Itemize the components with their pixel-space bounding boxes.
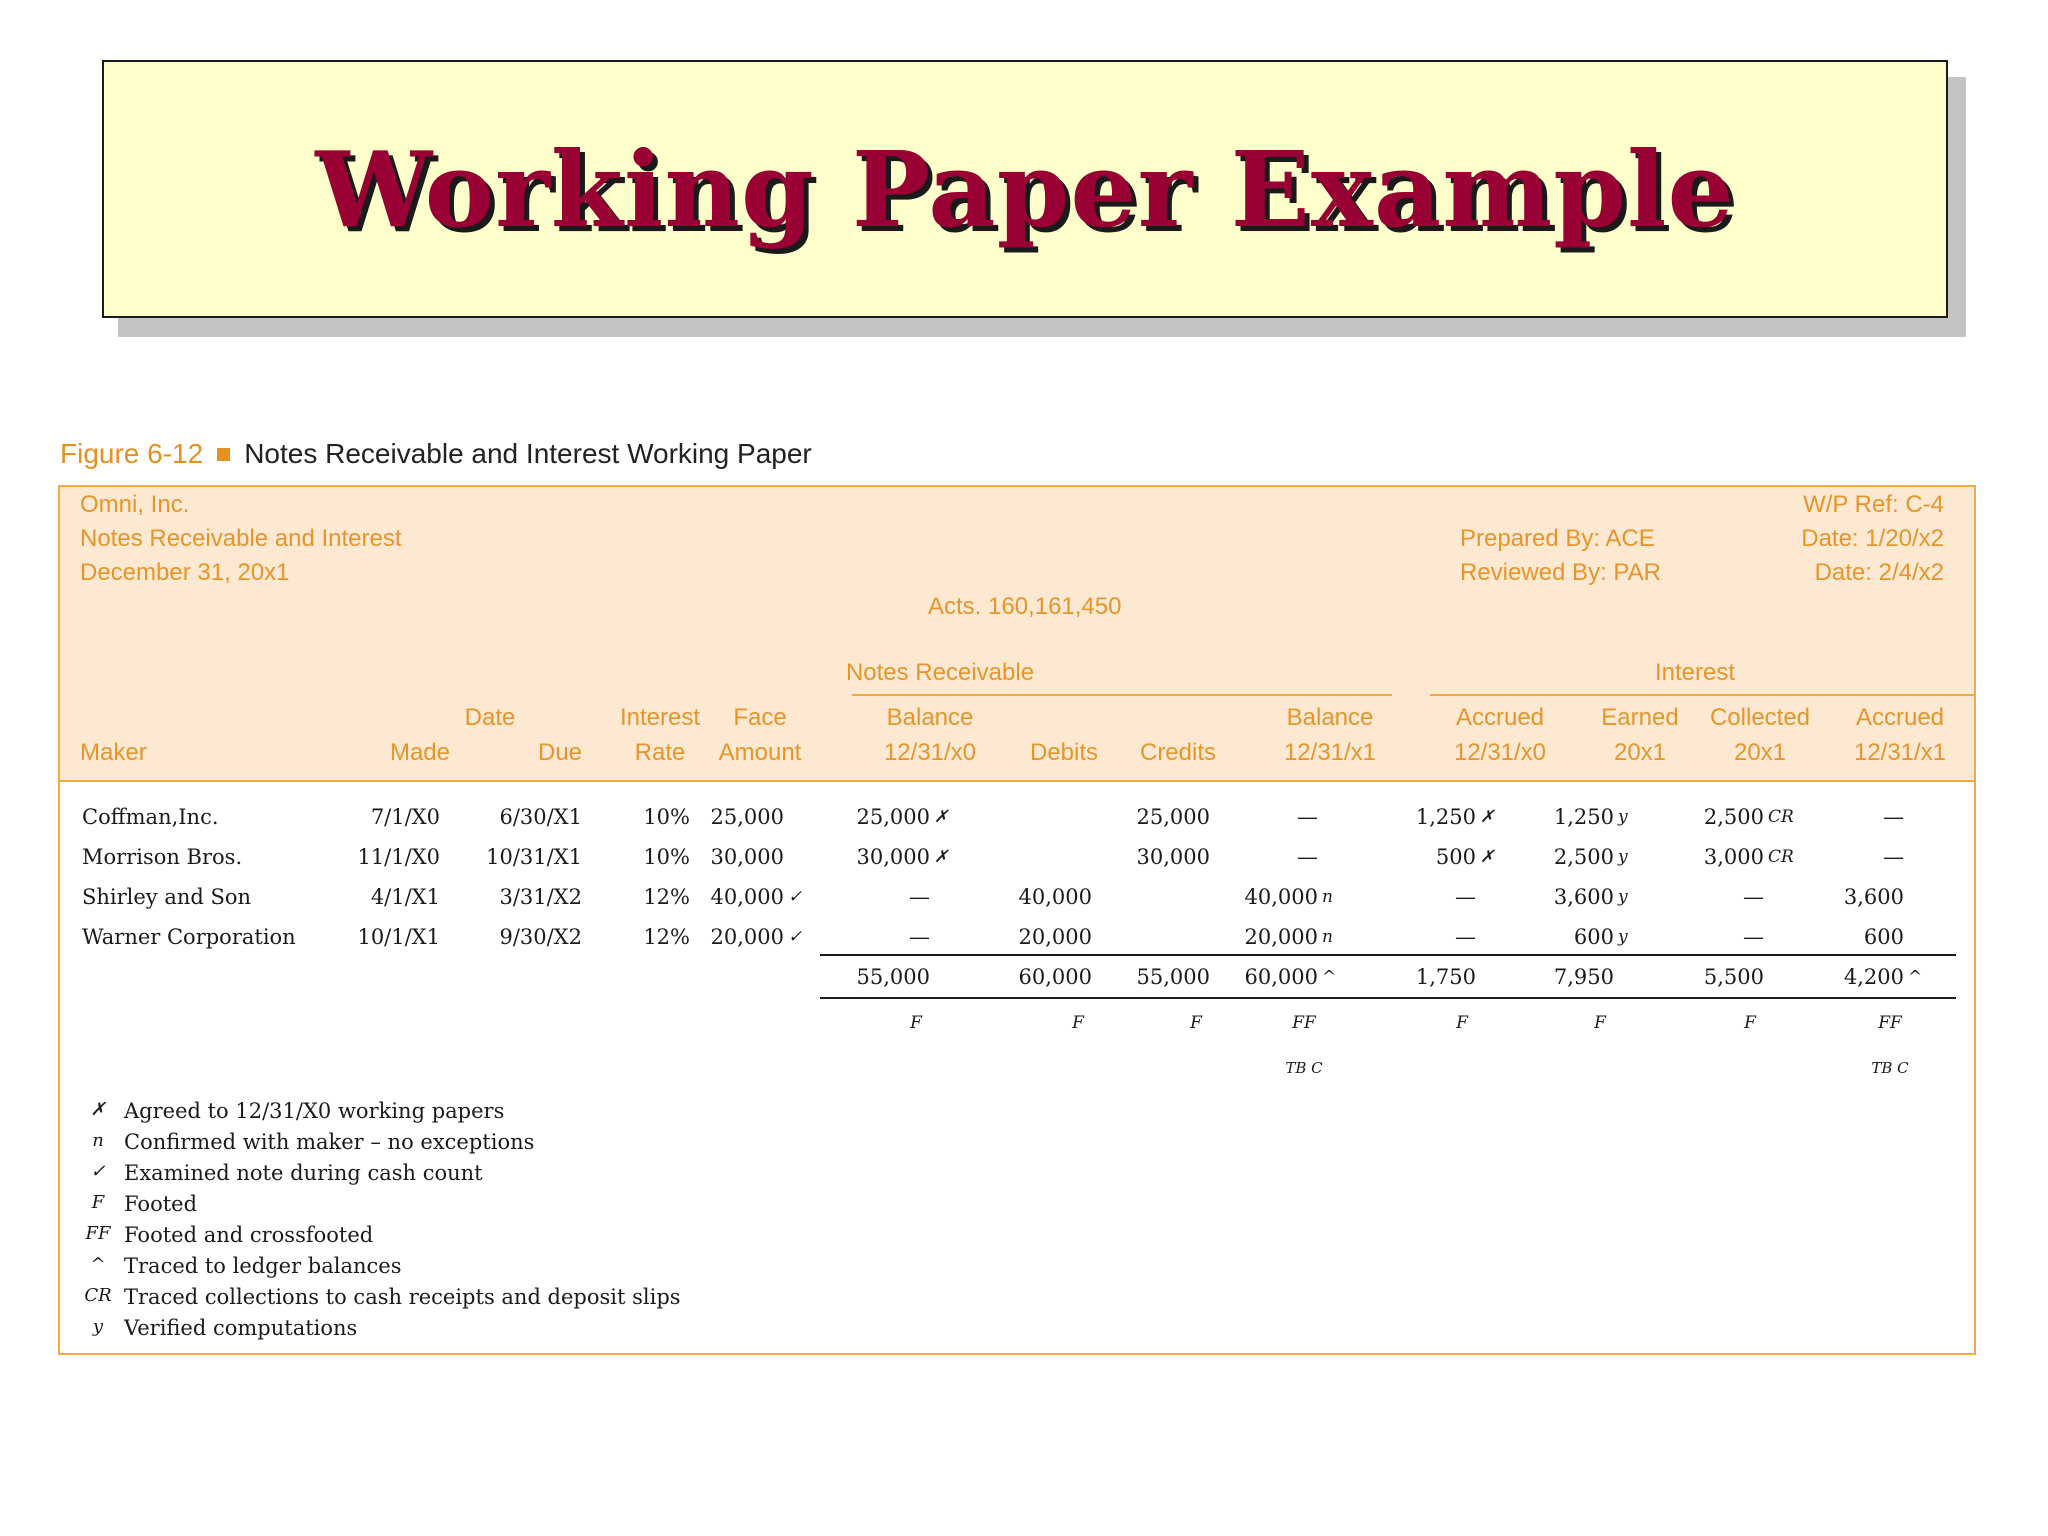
row-bal0: 30,000 xyxy=(856,845,930,869)
working-paper-header xyxy=(60,487,1974,782)
row-acc0: — xyxy=(1455,925,1476,949)
row-earned: 600 xyxy=(1573,925,1614,949)
row-earned: 2,500 xyxy=(1553,845,1614,869)
col-date: Date xyxy=(464,704,516,731)
total-rule-bottom xyxy=(820,997,1956,999)
row-rate: 12% xyxy=(643,885,690,909)
footing-mark-acc1: FF xyxy=(1878,1013,1902,1033)
row-acc1: 600 xyxy=(1863,925,1904,949)
figure-caption xyxy=(60,438,812,470)
row-collected: 3,000 xyxy=(1703,845,1764,869)
row-face: 40,000 xyxy=(710,885,784,909)
row-bal0: 25,000 xyxy=(856,805,930,829)
legend-text: Confirmed with maker – no exceptions xyxy=(124,1130,535,1154)
col-bal1-2: 12/31/x1 xyxy=(1283,739,1377,766)
schedule-subject: Notes Receivable and Interest xyxy=(80,525,402,552)
total-acc0: 1,750 xyxy=(1415,965,1476,989)
row-face-mark: ✓ xyxy=(788,927,803,947)
legend-text: Examined note during cash count xyxy=(124,1161,483,1185)
row-acc0: 500 xyxy=(1435,845,1476,869)
row-bal1-mark: n xyxy=(1322,887,1333,907)
col-earned-2: 20x1 xyxy=(1613,739,1667,766)
col-bal0-1: Balance xyxy=(886,704,974,731)
total-earned: 7,950 xyxy=(1553,965,1614,989)
row-bal1-mark: n xyxy=(1322,927,1333,947)
row-collected-mark: CR xyxy=(1768,807,1794,827)
row-collected: 2,500 xyxy=(1703,805,1764,829)
total-bal1-mark: ^ xyxy=(1322,967,1337,987)
row-face: 25,000 xyxy=(710,805,784,829)
row-earned-mark: y xyxy=(1618,847,1628,867)
row-acc1: 3,600 xyxy=(1843,885,1904,909)
total-acc1-mark: ^ xyxy=(1908,967,1923,987)
row-made: 4/1/X1 xyxy=(370,885,440,909)
col-credits: Credits xyxy=(1139,739,1217,766)
row-bal1: 40,000 xyxy=(1244,885,1318,909)
row-face: 30,000 xyxy=(710,845,784,869)
total-acc1: 4,200 xyxy=(1843,965,1904,989)
schedule-period: December 31, 20x1 xyxy=(80,559,290,586)
row-debits: 40,000 xyxy=(1018,885,1092,909)
legend-symbol: ✓ xyxy=(90,1161,106,1182)
row-bal0: — xyxy=(909,925,930,949)
col-made: Made xyxy=(389,739,451,766)
legend-symbol: CR xyxy=(84,1285,112,1306)
total-rule-top xyxy=(820,954,1956,956)
row-acc1: — xyxy=(1883,805,1904,829)
col-maker: Maker xyxy=(80,739,147,766)
legend-symbol: ✗ xyxy=(90,1099,106,1120)
row-due: 3/31/X2 xyxy=(499,885,582,909)
figure-title: Notes Receivable and Interest Working Paper xyxy=(244,438,812,469)
row-rate: 10% xyxy=(643,845,690,869)
row-acc1: — xyxy=(1883,845,1904,869)
account-numbers: Acts. 160,161,450 xyxy=(928,593,1122,620)
col-rate-2: Rate xyxy=(634,739,686,766)
interest-group-rule xyxy=(1430,694,1976,696)
reviewed-by: Reviewed By: PAR xyxy=(1460,559,1661,586)
footing-mark-bal1: FF xyxy=(1292,1013,1316,1033)
col-bal0-2: 12/31/x0 xyxy=(883,739,977,766)
legend-text: Footed and crossfooted xyxy=(124,1223,374,1247)
col-face-2: Amount xyxy=(718,739,802,766)
row-debits: 20,000 xyxy=(1018,925,1092,949)
row-earned-mark: y xyxy=(1618,927,1628,947)
row-collected: — xyxy=(1743,885,1764,909)
row-bal0-mark: ✗ xyxy=(934,847,949,867)
row-acc0: 1,250 xyxy=(1415,805,1476,829)
row-maker: Warner Corporation xyxy=(82,925,296,949)
footing-mark-bal0: F xyxy=(910,1013,922,1033)
prepared-date: Date: 1/20/x2 xyxy=(1801,525,1944,552)
legend-symbol: y xyxy=(92,1316,104,1337)
row-made: 7/1/X0 xyxy=(370,805,440,829)
legend-symbol: F xyxy=(91,1192,105,1213)
row-earned-mark: y xyxy=(1618,807,1628,827)
notes-group-rule xyxy=(852,694,1392,696)
col-collected-1: Collected xyxy=(1709,704,1811,731)
row-acc0-mark: ✗ xyxy=(1480,847,1495,867)
total-credits: 55,000 xyxy=(1136,965,1210,989)
row-due: 9/30/X2 xyxy=(499,925,582,949)
caption-bullet xyxy=(217,448,230,461)
col-due: Due xyxy=(537,739,583,766)
total-debits: 60,000 xyxy=(1018,965,1092,989)
col-debits: Debits xyxy=(1029,739,1099,766)
footing-mark-debits: F xyxy=(1072,1013,1084,1033)
row-credits: 30,000 xyxy=(1136,845,1210,869)
row-bal0: — xyxy=(909,885,930,909)
row-earned: 1,250 xyxy=(1553,805,1614,829)
row-earned: 3,600 xyxy=(1553,885,1614,909)
company-name: Omni, Inc. xyxy=(80,491,190,518)
group-interest: Interest xyxy=(1654,659,1736,686)
col-face-1: Face xyxy=(733,704,787,731)
legend-text: Traced collections to cash receipts and deposit slips xyxy=(124,1285,681,1309)
row-bal0-mark: ✗ xyxy=(934,807,949,827)
row-due: 10/31/X1 xyxy=(486,845,582,869)
total-bal0: 55,000 xyxy=(856,965,930,989)
col-collected-2: 20x1 xyxy=(1733,739,1787,766)
row-bal1: 20,000 xyxy=(1244,925,1318,949)
slide-title: Working Paper Example xyxy=(315,127,1735,251)
trial-balance-mark-acc1: TB C xyxy=(1871,1059,1909,1077)
footing-mark-collected: F xyxy=(1744,1013,1756,1033)
legend-text: Traced to ledger balances xyxy=(124,1254,402,1278)
legend-symbol: FF xyxy=(85,1223,111,1244)
row-collected: — xyxy=(1743,925,1764,949)
row-maker: Shirley and Son xyxy=(82,885,252,909)
legend-text: Verified computations xyxy=(124,1316,358,1340)
row-earned-mark: y xyxy=(1618,887,1628,907)
row-made: 11/1/X0 xyxy=(357,845,440,869)
prepared-by: Prepared By: ACE xyxy=(1460,525,1655,552)
row-credits: 25,000 xyxy=(1136,805,1210,829)
trial-balance-mark-bal1: TB C xyxy=(1285,1059,1323,1077)
row-face-mark: ✓ xyxy=(788,887,803,907)
footing-mark-earned: F xyxy=(1594,1013,1606,1033)
col-bal1-1: Balance xyxy=(1286,704,1374,731)
row-maker: Coffman,Inc. xyxy=(82,805,219,829)
group-notes-receivable: Notes Receivable xyxy=(845,659,1035,686)
legend-symbol: n xyxy=(92,1130,104,1151)
row-made: 10/1/X1 xyxy=(357,925,440,949)
col-acc1-1: Accrued xyxy=(1855,704,1945,731)
col-earned-1: Earned xyxy=(1601,704,1679,731)
row-bal1: — xyxy=(1297,845,1318,869)
row-collected-mark: CR xyxy=(1768,847,1794,867)
working-paper xyxy=(58,485,1976,1355)
footing-mark-credits: F xyxy=(1190,1013,1202,1033)
title-box xyxy=(102,60,1948,318)
row-maker: Morrison Bros. xyxy=(82,845,243,869)
total-collected: 5,500 xyxy=(1703,965,1764,989)
row-rate: 10% xyxy=(643,805,690,829)
footing-mark-acc0: F xyxy=(1456,1013,1468,1033)
legend-text: Footed xyxy=(124,1192,198,1216)
row-face: 20,000 xyxy=(710,925,784,949)
total-bal1: 60,000 xyxy=(1244,965,1318,989)
reviewed-date: Date: 2/4/x2 xyxy=(1814,559,1944,586)
wp-reference: W/P Ref: C-4 xyxy=(1803,491,1944,518)
col-acc1-2: 12/31/x1 xyxy=(1853,739,1947,766)
row-acc0-mark: ✗ xyxy=(1480,807,1495,827)
row-acc0: — xyxy=(1455,885,1476,909)
row-rate: 12% xyxy=(643,925,690,949)
col-rate-1: Interest xyxy=(619,704,701,731)
legend-symbol: ^ xyxy=(90,1254,106,1275)
row-due: 6/30/X1 xyxy=(499,805,582,829)
col-acc0-1: Accrued xyxy=(1455,704,1545,731)
col-acc0-2: 12/31/x0 xyxy=(1453,739,1547,766)
legend-text: Agreed to 12/31/X0 working papers xyxy=(124,1099,505,1123)
figure-number: Figure 6-12 xyxy=(60,438,204,469)
row-bal1: — xyxy=(1297,805,1318,829)
